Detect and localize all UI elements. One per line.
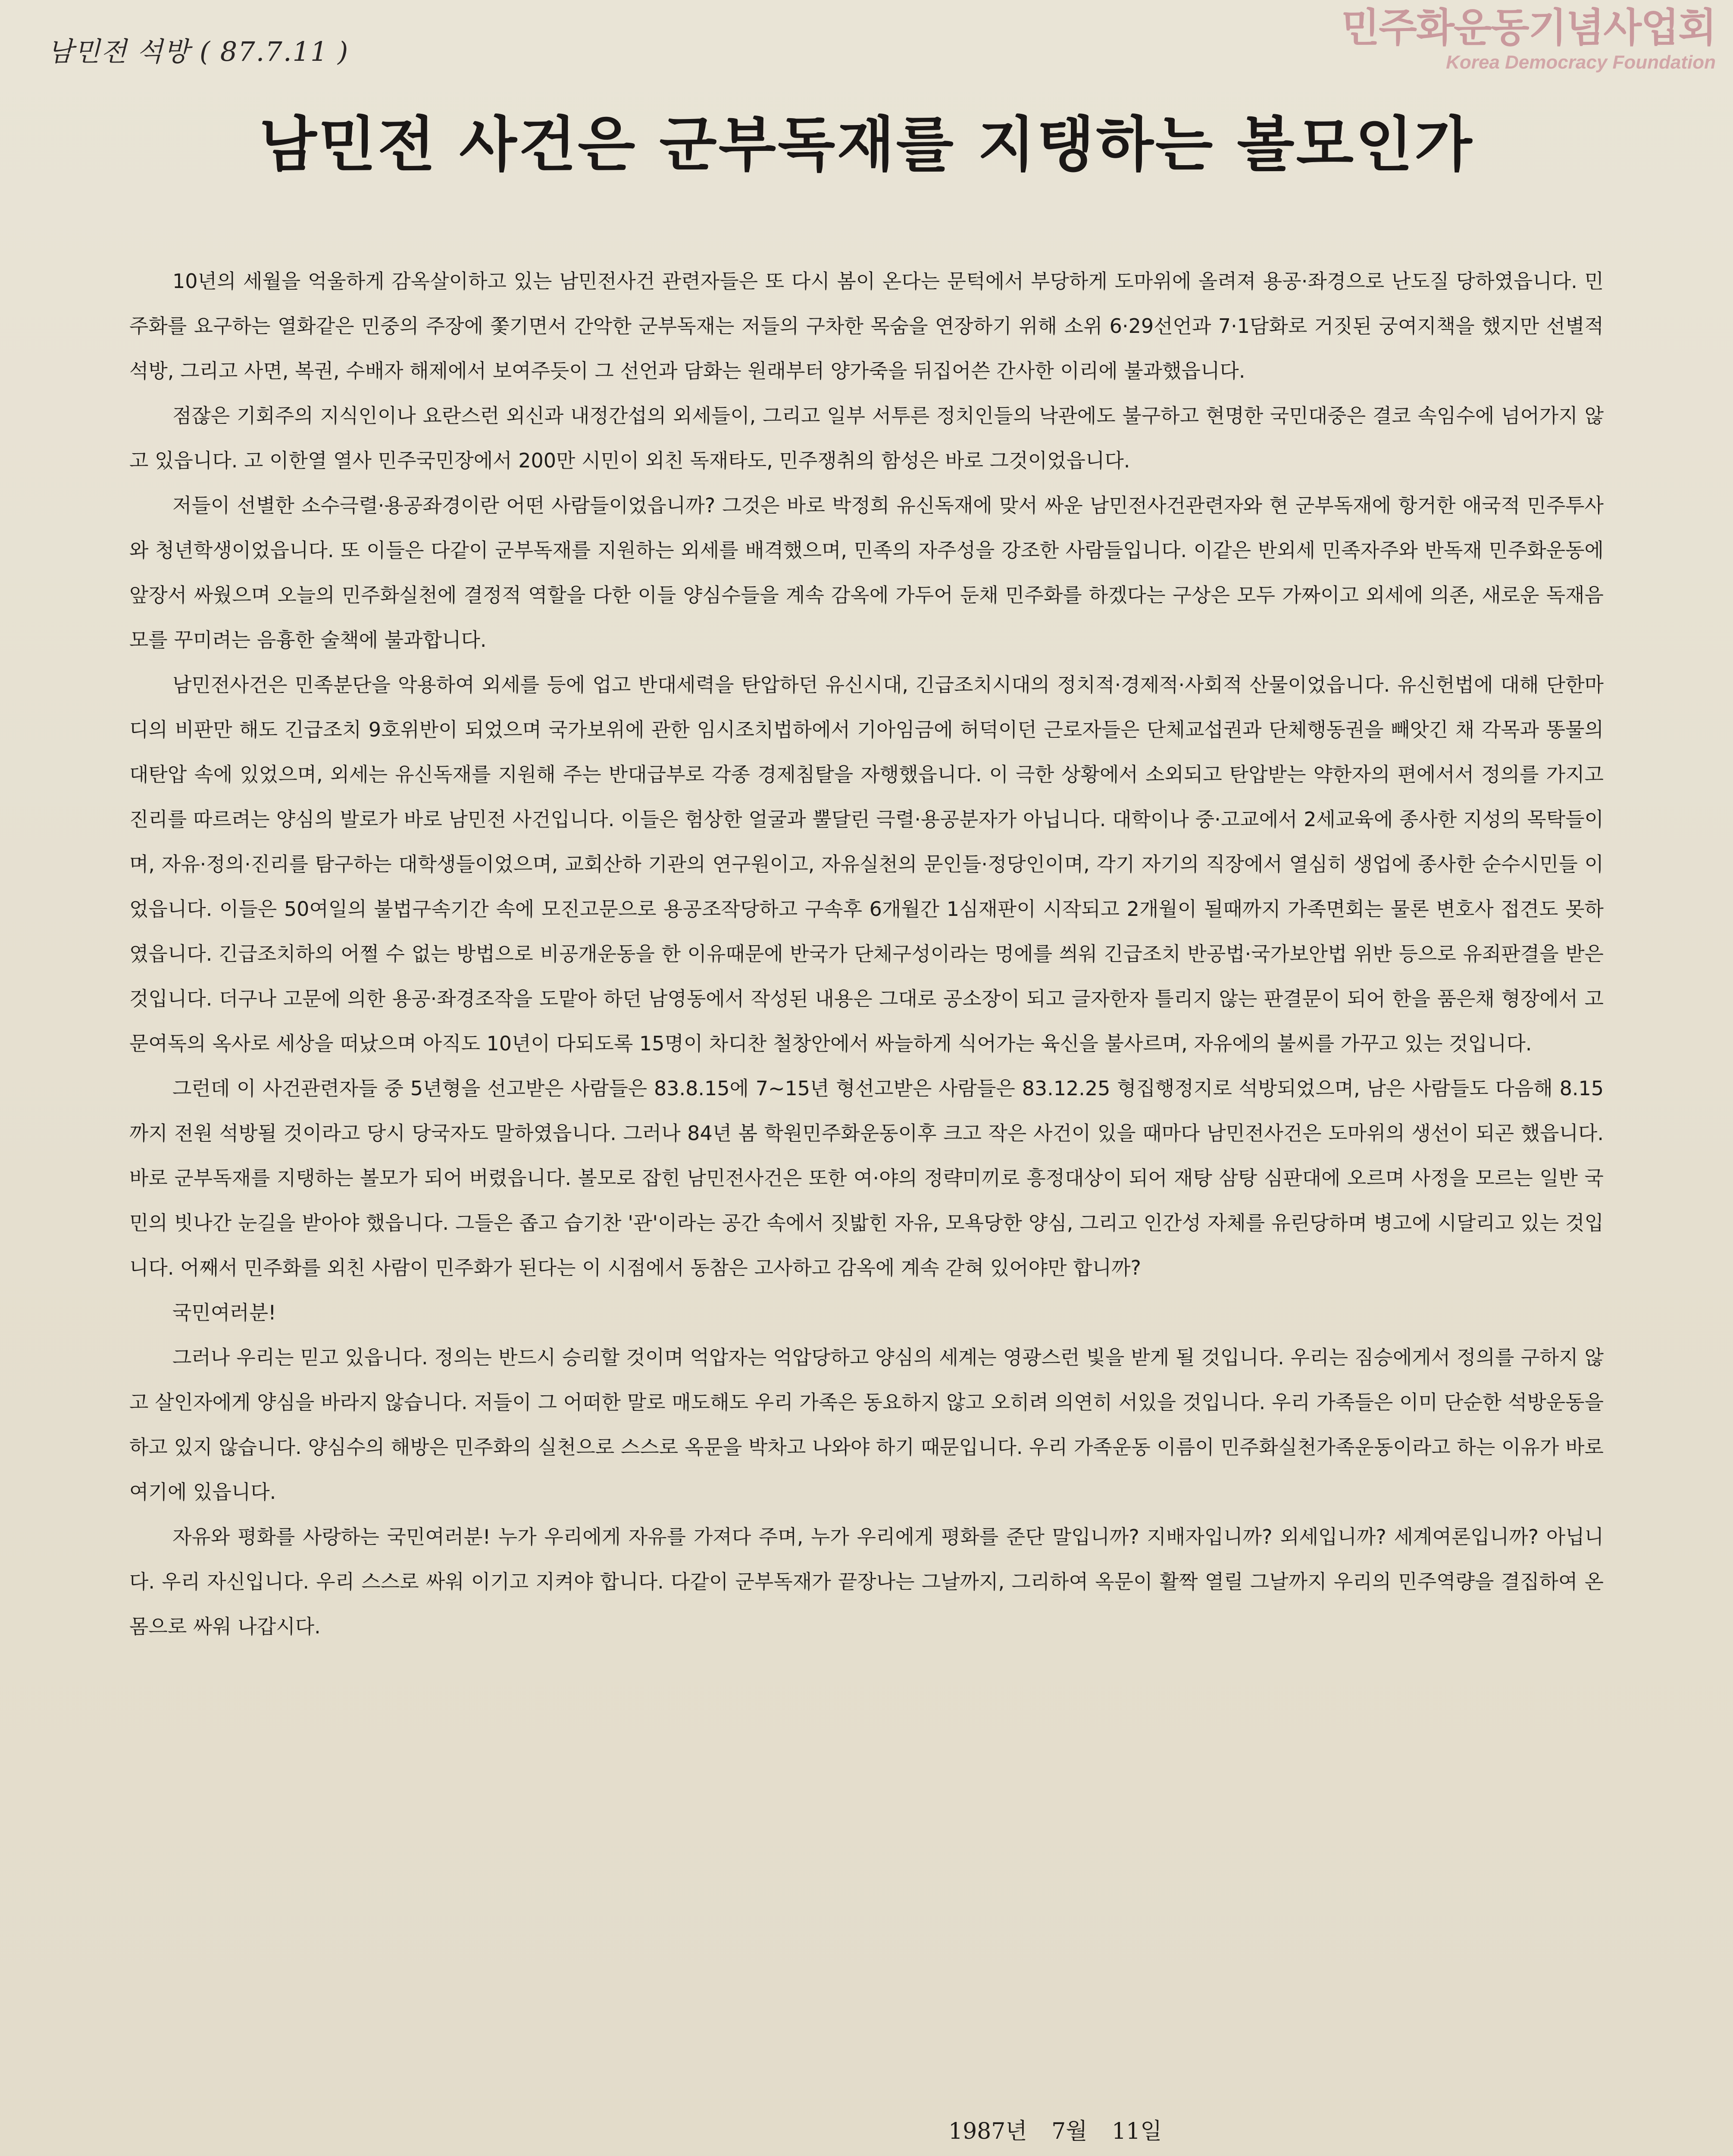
paragraph-7: 그러나 우리는 믿고 있읍니다. 정의는 반드시 승리할 것이며 억압자는 억압당하고 양심의 세계는 영광스런 빛을 받게 될 것입니다. 우리는 짐승에게서 정의를 구하지 않고 살인자에게 양심을 바라지 않습니다. 저들이 그 어떠한 말로 매도해도 우리 가족은 동요하지 않고 오히려 의연히 서있을 것입니다. 우리 가족들은 이미 단순한 석방운동을 하고 있지 않습니다. 양심수의 해방은 민주화의 실천으로 스스로 옥문을 박차고 나와야 하기 때문입니다. 우리 가족운동 이름이 민주화실천가족운동이라고 하는 이유가 바로 여기에 있읍니다. (129, 1346, 1604, 1504)
foundation-watermark (1341, 4, 1716, 73)
paragraph-8: 자유와 평화를 사랑하는 국민여러분! 누가 우리에게 자유를 가져다 주며, 누가 우리에게 평화를 준단 말입니까? 지배자입니까? 외세입니까? 세계여론입니까? 아닙니다. 우리 자신입니다. 우리 스스로 싸워 이기고 지켜야 합니다. 다같이 군부독재가 끝장나는 그날까지, 그리하여 옥문이 활짝 열릴 그날까지 우리의 민주역량을 결집하여 온 몸으로 싸워 나갑시다. (129, 1525, 1604, 1638)
paragraph-5: 그런데 이 사건관련자들 중 5년형을 선고받은 사람들은 83.8.15에 7~15년 형선고받은 사람들은 83.12.25 형집행정지로 석방되었으며, 남은 사람들도 다음해 8.15까지 전원 석방될 것이라고 당시 당국자도 말하였읍니다. 그러나 84년 봄 학원민주화운동이후 크고 작은 사건이 있을 때마다 남민전사건은 도마위의 생선이 되곤 했읍니다. 바로 군부독재를 지탱하는 볼모가 되어 버렸읍니다. 볼모로 잡힌 남민전사건은 또한 여·야의 정략미끼로 흥정대상이 되어 재탕 삼탕 심판대에 오르며 사정을 모르는 일반 국민의 빗나간 눈길을 받아야 했읍니다. 그들은 좁고 습기찬 '관'이라는 공간 속에서 짓밟힌 자유, 모욕당한 양심, 그리고 인간성 자체를 유린당하며 병고에 시달리고 있는 것입니다. 어째서 민주화를 외친 사람이 민주화가 된다는 이 시점에서 동참은 고사하고 감옥에 계속 갇혀 있어야만 합니까? (129, 1077, 1604, 1279)
paragraph-3: 저들이 선별한 소수극렬·용공좌경이란 어떤 사람들이었읍니까? 그것은 바로 박정희 유신독재에 맞서 싸운 남민전사건관련자와 현 군부독재에 항거한 애국적 민주투사와 청년학생이었읍니다. 또 이들은 다같이 군부독재를 지원하는 외세를 배격했으며, 민족의 자주성을 강조한 사람들입니다. 이같은 반외세 민족자주와 반독재 민주화운동에 앞장서 싸웠으며 오늘의 민주화실천에 결정적 역할을 다한 이들 양심수들을 계속 감옥에 가두어 둔채 민주화를 하겠다는 구상은 모두 가짜이고 외세에 의존, 새로운 독재음모를 꾸미려는 음흉한 술책에 불과합니다. (129, 494, 1604, 652)
paragraph-2: 점잖은 기회주의 지식인이나 요란스런 외신과 내정간섭의 외세들이, 그리고 일부 서투른 정치인들의 낙관에도 불구하고 현명한 국민대중은 결코 속임수에 넘어가지 않고 있읍니다. 고 이한열 열사 민주국민장에서 200만 시민이 외친 독재타도, 민주쟁취의 함성은 바로 그것이었읍니다. (129, 404, 1604, 472)
paragraph-6: 국민여러분! (172, 1301, 276, 1324)
handwritten-note: 남민전 석방 ( 87.7.11 ) (47, 36, 349, 67)
document-body (129, 259, 1604, 1649)
paragraph-1: 10년의 세월을 억울하게 감옥살이하고 있는 남민전사건 관련자들은 또 다시 봄이 온다는 문턱에서 부당하게 도마위에 올려져 용공·좌경으로 난도질 당하였읍니다. 민주화를 요구하는 열화같은 민중의 주장에 쫓기면서 간악한 군부독재는 저들의 구차한 목숨을 연장하기 위해 소위 6·29선언과 7·1담화로 거짓된 궁여지책을 했지만 선별적 석방, 그리고 사면, 복권, 수배자 해제에서 보여주듯이 그 선언과 담화는 원래부터 양가죽을 뒤집어쓴 간사한 이리에 불과했읍니다. (129, 270, 1604, 382)
paragraph-4: 남민전사건은 민족분단을 악용하여 외세를 등에 업고 반대세력을 탄압하던 유신시대, 긴급조치시대의 정치적·경제적·사회적 산물이었읍니다. 유신헌법에 대해 단한마디의 비판만 해도 긴급조치 9호위반이 되었으며 국가보위에 관한 임시조치법하에서 기아임금에 허덕이던 근로자들은 단체교섭권과 단체행동권을 빼앗긴 채 각목과 똥물의 대탄압 속에 있었으며, 외세는 유신독재를 지원해 주는 반대급부로 각종 경제침탈을 자행했읍니다. 이 극한 상황에서 소외되고 탄압받는 약한자의 편에서서 정의를 가지고 진리를 따르려는 양심의 발로가 바로 남민전 사건입니다. 이들은 험상한 얼굴과 뿔달린 극렬·용공분자가 아닙니다. 대학이나 중·고교에서 2세교육에 종사한 지성의 목탁들이며, 자유·정의·진리를 탐구하는 대학생들이었으며, 교회산하 기관의 연구원이고, 자유실천의 문인들·정당인이며, 각기 자기의 직장에서 열심히 생업에 종사한 순수시민들 이었읍니다. 이들은 50여일의 불법구속기간 속에 모진고문으로 용공조작당하고 구속후 6개월간 1심재판이 시작되고 2개월이 될때까지 가족면회는 물론 변호사 접견도 못하였읍니다. 긴급조치하의 어쩔 수 없는 방법으로 비공개운동을 한 이유때문에 반국가 단체구성이라는 멍에를 씌워 긴급조치 반공법·국가보안법 위반 등으로 유죄판결을 받은 것입니다. 더구나 고문에 의한 용공·좌경조작을 도맡아 하던 남영동에서 작성된 내용은 그대로 공소장이 되고 글자한자 틀리지 않는 판결문이 되어 한을 품은채 형장에서 고문여독의 옥사로 세상을 떠났으며 아직도 10년이 다되도록 15명이 차디찬 철창안에서 싸늘하게 식어가는 육신을 불사르며, 자유에의 불씨를 가꾸고 있는 것입니다. (129, 673, 1604, 1055)
document-title: 남민전 사건은 군부독재를 지탱하는 볼모인가 (259, 110, 1474, 179)
watermark-korean: 민주화운동기념사업회 (1341, 5, 1716, 51)
watermark-english: Korea Democracy Foundation (1446, 52, 1716, 73)
document-date: 1987년 7월 11일 (948, 2118, 1162, 2144)
